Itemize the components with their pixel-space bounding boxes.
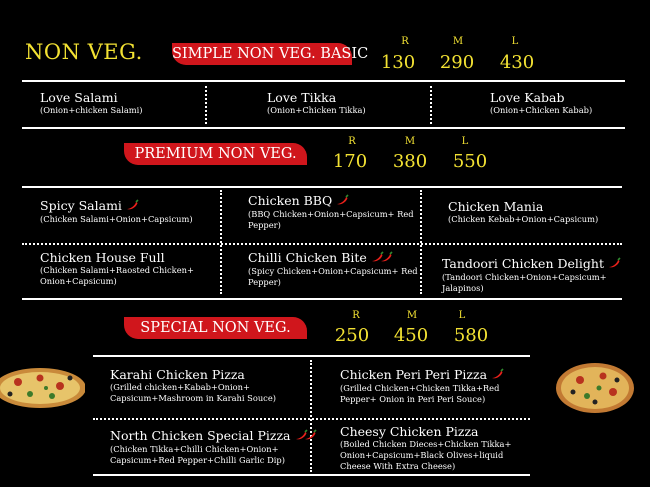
divider bbox=[93, 355, 530, 357]
menu-item bbox=[110, 428, 305, 466]
item-desc: (Grilled chicken+Kabab+Onion+ Capsicum+Mashroom in Karahi Souce) bbox=[110, 382, 276, 403]
item-desc: (Onion+chicken Salami) bbox=[40, 105, 143, 115]
item-name: Chicken Peri Peri Pizza bbox=[340, 367, 488, 382]
item-desc: (Chicken Salami+Raosted Chicken+ Onion+Capsicum) bbox=[40, 265, 194, 286]
divider bbox=[22, 186, 622, 188]
dotted-divider bbox=[93, 418, 530, 420]
menu-item bbox=[448, 199, 623, 225]
chili-pepper-icon bbox=[335, 194, 349, 209]
size-label-l: L bbox=[511, 36, 519, 47]
chili-pepper-icon bbox=[370, 251, 394, 266]
size-label-l: L bbox=[458, 310, 466, 321]
menu-item bbox=[40, 250, 215, 287]
size-label-l: L bbox=[461, 136, 469, 147]
dotted-divider bbox=[420, 190, 422, 294]
menu-item bbox=[340, 367, 535, 405]
size-label-m: M bbox=[452, 36, 464, 47]
price-r: 250 bbox=[334, 325, 370, 346]
item-name: Love Salami bbox=[40, 90, 118, 105]
item-name: Chicken BBQ bbox=[248, 193, 333, 208]
section-label-special: SPECIAL NON VEG. bbox=[124, 317, 307, 339]
chili-pepper-icon bbox=[125, 199, 139, 214]
price-l: 550 bbox=[452, 151, 488, 172]
item-desc: (Chicken Tikka+Chilli Chicken+Onion+ Capsicum+Red Pepper+Chilli Garlic Dip) bbox=[110, 444, 285, 465]
section-label-simple: SIMPLE NON VEG. BASIC bbox=[172, 43, 352, 65]
divider bbox=[22, 80, 625, 82]
size-label-m: M bbox=[404, 136, 416, 147]
item-name: Spicy Salami bbox=[40, 198, 122, 213]
menu-item bbox=[267, 90, 366, 116]
price-m: 380 bbox=[392, 151, 428, 172]
divider bbox=[22, 127, 625, 129]
price-m: 450 bbox=[393, 325, 429, 346]
dotted-divider bbox=[22, 243, 622, 245]
price-m: 290 bbox=[439, 52, 475, 73]
item-name: Cheesy Chicken Pizza bbox=[340, 424, 479, 439]
dotted-divider bbox=[310, 360, 312, 472]
size-label-r: R bbox=[401, 36, 409, 47]
item-name: Love Kabab bbox=[490, 90, 565, 105]
chili-pepper-icon bbox=[294, 429, 318, 444]
menu-item bbox=[340, 424, 535, 472]
page-title: NON VEG. bbox=[25, 40, 143, 64]
item-desc: (BBQ Chicken+Onion+Capsicum+ Red Pepper) bbox=[248, 209, 414, 230]
item-desc: (Spicy Chicken+Onion+Capsicum+ Red Pepper) bbox=[248, 266, 418, 287]
menu-item bbox=[490, 90, 592, 116]
item-desc: (Boiled Chicken Dieces+Chicken Tikka+ Onion+Capsicum+Black Olives+liquid Cheese With Extra Cheese) bbox=[340, 439, 512, 471]
size-label-r: R bbox=[352, 310, 360, 321]
dotted-divider bbox=[220, 190, 222, 294]
divider bbox=[93, 474, 530, 476]
chili-pepper-icon bbox=[607, 257, 621, 272]
dotted-divider bbox=[430, 86, 432, 124]
item-name: Chicken Mania bbox=[448, 199, 544, 214]
item-desc: (Chicken Salami+Onion+Capsicum) bbox=[40, 214, 193, 224]
pizza-photo bbox=[0, 366, 85, 410]
item-name: North Chicken Special Pizza bbox=[110, 428, 291, 443]
item-desc: (Grilled Chicken+Chicken Tikka+Red Pepper+ Onion in Peri Peri Souce) bbox=[340, 383, 500, 404]
item-desc: (Chicken Kebab+Onion+Capsicum) bbox=[448, 214, 599, 224]
item-desc: (Onion+Chicken Kabab) bbox=[490, 105, 593, 115]
size-label-m: M bbox=[406, 310, 418, 321]
item-name: Love Tikka bbox=[267, 90, 337, 105]
menu-item bbox=[110, 367, 305, 404]
menu-item bbox=[442, 256, 627, 294]
item-desc: (Tandoori Chicken+Onion+Capsicum+ Jalapinos) bbox=[442, 272, 607, 293]
pizza-photo bbox=[555, 362, 635, 414]
chili-pepper-icon bbox=[490, 368, 504, 383]
menu-item bbox=[40, 198, 215, 225]
item-desc: (Onion+Chicken Tikka) bbox=[267, 105, 366, 115]
dotted-divider bbox=[205, 86, 207, 124]
price-r: 170 bbox=[332, 151, 368, 172]
menu-item bbox=[248, 193, 418, 231]
section-label-premium: PREMIUM NON VEG. bbox=[124, 143, 307, 165]
menu-item bbox=[248, 250, 418, 288]
menu-item bbox=[40, 90, 143, 116]
price-r: 130 bbox=[380, 52, 416, 73]
divider bbox=[22, 298, 622, 300]
item-name: Tandoori Chicken Delight bbox=[442, 256, 604, 271]
size-label-r: R bbox=[348, 136, 356, 147]
item-name: Karahi Chicken Pizza bbox=[110, 367, 245, 382]
item-name: Chilli Chicken Bite bbox=[248, 250, 367, 265]
item-name: Chicken House Full bbox=[40, 250, 165, 265]
price-l: 580 bbox=[453, 325, 489, 346]
price-l: 430 bbox=[499, 52, 535, 73]
